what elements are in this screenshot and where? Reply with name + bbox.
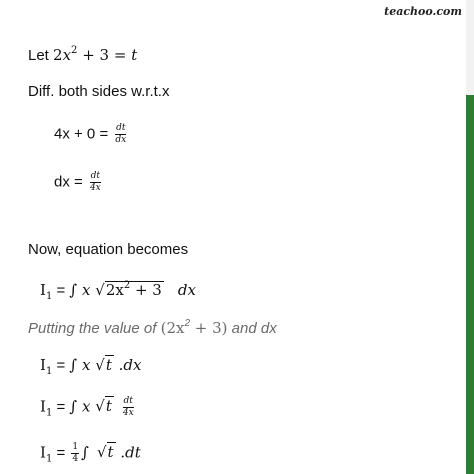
derivative-lhs: 4x + 0 = xyxy=(54,125,113,143)
equals: = xyxy=(52,398,70,416)
fraction-denominator: 4x xyxy=(89,183,101,193)
subscript: 1 xyxy=(45,366,53,377)
exponent: 2 xyxy=(71,45,78,56)
fraction-denominator: dx xyxy=(115,135,127,145)
coefficient: 2 xyxy=(53,46,63,64)
one-quarter-fraction xyxy=(71,442,79,465)
square-root: √t xyxy=(96,443,114,462)
now-heading: Now, equation becomes xyxy=(28,241,189,258)
differential: .dx xyxy=(113,356,142,374)
dt-4x-fraction xyxy=(89,171,102,194)
dt-dx-fraction xyxy=(114,123,127,146)
subscript: 1 xyxy=(45,453,53,465)
dt-4x-fraction xyxy=(122,396,135,419)
fraction-numerator: dt xyxy=(116,123,126,133)
note-expression-rest: + 3) xyxy=(190,319,228,337)
integral-symbol-I: I xyxy=(40,281,46,299)
fraction-denominator: 4x xyxy=(122,408,134,418)
variable-t: t xyxy=(131,46,138,64)
brand-logo: teachoo.com xyxy=(384,5,462,18)
integral-symbol-I: I xyxy=(40,397,46,416)
integral-line-2 xyxy=(40,355,141,376)
subscript: 1 xyxy=(45,291,53,302)
integral-symbol-I: I xyxy=(40,443,46,462)
dx-lhs: dx = xyxy=(54,173,87,191)
variable-x: x xyxy=(77,356,96,374)
subscript: 1 xyxy=(45,407,53,419)
integral-sign: ∫ xyxy=(69,397,78,416)
equals: = xyxy=(52,444,70,462)
dx: dx xyxy=(177,281,196,299)
integral-sign: ∫ xyxy=(81,443,89,462)
let-substitution-line xyxy=(28,45,137,66)
fraction-denominator: 4 xyxy=(72,454,79,464)
integral-symbol-I: I xyxy=(40,356,46,374)
integral-sign: ∫ xyxy=(69,356,78,374)
note-expression: (2x xyxy=(160,319,185,337)
integral-line-1 xyxy=(40,280,196,301)
exponent: 2 xyxy=(184,318,191,329)
radicand: t xyxy=(107,443,114,462)
let-label: Let xyxy=(28,47,54,64)
dx-line xyxy=(54,171,104,194)
derivative-line xyxy=(54,123,129,146)
differential: .dt xyxy=(115,443,141,462)
expression-rest: + 3 = xyxy=(77,46,132,64)
fraction-numerator: dt xyxy=(90,171,101,181)
integral-sign: ∫ xyxy=(69,281,78,299)
integral-line-4 xyxy=(40,442,141,465)
scrollbar-thumb[interactable] xyxy=(466,95,474,474)
variable-x: x xyxy=(77,397,96,416)
fraction-numerator: 1 xyxy=(72,442,79,452)
fraction-numerator: dt xyxy=(123,396,133,406)
square-root: √t xyxy=(95,397,112,416)
variable-x: x xyxy=(77,281,96,299)
radicand-term: 2x xyxy=(105,281,124,299)
putting-note xyxy=(28,318,277,339)
integral-line-3 xyxy=(40,396,137,419)
variable-x: x xyxy=(62,46,72,64)
radicand: t xyxy=(105,356,112,374)
radicand: t xyxy=(105,397,112,416)
diff-instruction: Diff. both sides w.r.t.x xyxy=(28,83,170,100)
radicand-rest: + 3 xyxy=(130,281,162,299)
note-text-end: and dx xyxy=(227,320,277,337)
note-text: Putting the value of xyxy=(28,320,161,337)
square-root: $√2x^2 + 3$ xyxy=(95,280,162,299)
equals: = xyxy=(52,357,70,374)
equals: = xyxy=(52,282,70,299)
square-root: √t xyxy=(95,356,112,374)
exponent: 2 xyxy=(123,280,131,291)
